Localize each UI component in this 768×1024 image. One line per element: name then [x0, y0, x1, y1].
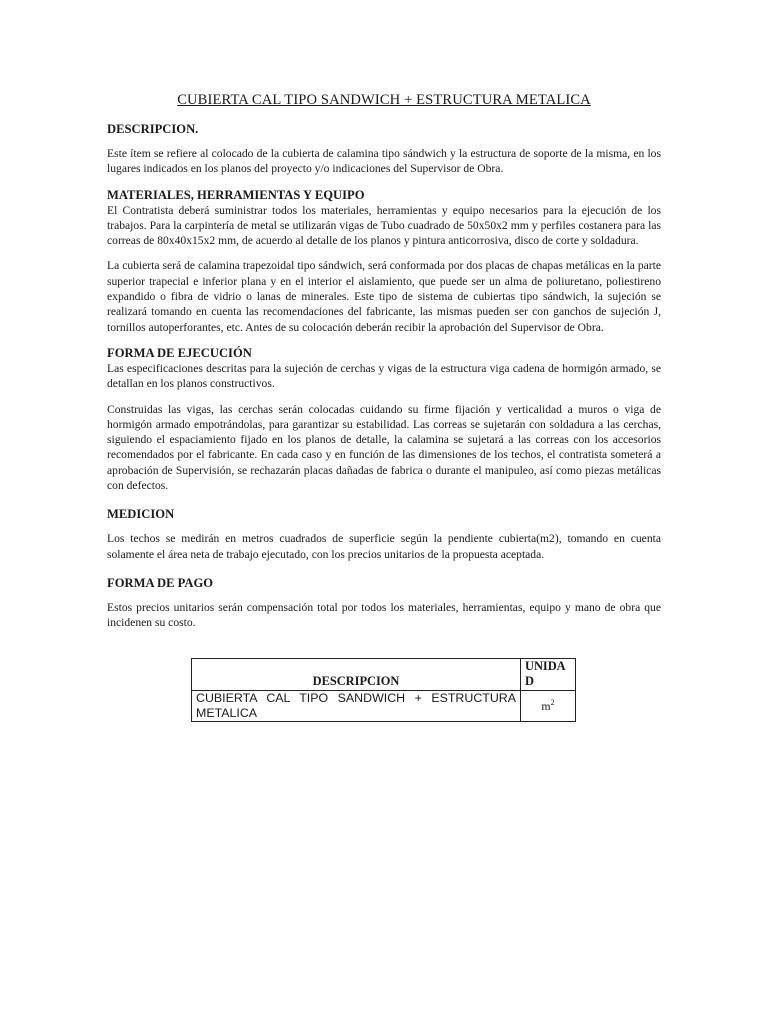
section-heading: MEDICION [107, 507, 175, 522]
unit-base: m [541, 698, 551, 713]
section-paragraph: La cubierta será de calamina trapezoidal tipo sándwich, será conformada por dos placas de chapas metálicas en la parte superior trapecial e inferior plana y en el interior el aislamiento, que puede ser un alma de poliuretano, poliestireno expandido o fibra de vidrio o lanas de minerales. Este tipo de sistema de cubiertas tipo sándwich, la sujeción se realizará tomando en cuenta las recomendaciones del fabricante, las mismas pueden ser con ganchos de sujeción J, tornillos autoperforantes, etc. Antes de su colocación deberán recibir la aprobación del Supervisor de Obra. [107, 259, 661, 334]
table-header-unit: UNIDAD [521, 659, 576, 691]
section-paragraph: El Contratista deberá suministrar todos los materiales, herramientas y equipo necesarios para la ejecución de los trabajos. Para la carpintería de metal se utilizarán vigas de Tubo cuadrado de 50x50x2 mm y perfiles costanera para las correas de 80x40x15x2 mm, de acuerdo al detalle de los planos y pintura anticorrosiva, disco de corte y soldadura. [107, 203, 661, 248]
table-header-row [192, 659, 576, 691]
section-materiales [107, 187, 661, 335]
section-paragraph: Las especificaciones descritas para la sujeción de cerchas y vigas de la estructura viga cadena de hormigón armado, se detallan en los planos constructivos. [107, 361, 661, 391]
section-heading: FORMA DE PAGO [107, 575, 214, 590]
section-forma-de-ejecucion [107, 345, 661, 493]
section-paragraph: Construidas las vigas, las cerchas serán colocadas cuidando su firme fijación y verticalidad a muros o viga de hormigón armado empotrándolas, para garantizar su estabilidad. Las correas se sujetarán con soldadura a las cerchas, siguiendo el espaciamiento fijado en los planos de detalle, la calamina se sujetará a las correas con los accesorios recomendados por el fabricante. En cada caso y en función de las dimensiones de los techos, el contratista someterá a aprobación de Supervisión, se rechazarán placas dañadas de fabrica o durante el manipuleo, así como piezas metálicas con defectos. [107, 402, 661, 493]
table-header-description: DESCRIPCION [192, 659, 521, 691]
table-cell-unit [521, 691, 576, 722]
section-heading: DESCRIPCION. [107, 122, 199, 136]
section-medicion [107, 506, 661, 562]
table-cell-description: CUBIERTA CAL TIPO SANDWICH + ESTRUCTURA METALICA [192, 691, 521, 722]
section-paragraph: Los techos se medirán en metros cuadrados de superficie según la pendiente cubierta(m2), tomando en cuenta solamente el área neta de trabajo ejecutado, con los precios unitarios de la propuesta aceptada. [107, 532, 661, 561]
table-row [192, 691, 576, 722]
section-heading: FORMA DE EJECUCIÓN [107, 345, 252, 360]
document-title: CUBIERTA CAL TIPO SANDWICH + ESTRUCTURA METALICA [177, 92, 591, 108]
section-paragraph: Este ítem se refiere al colocado de la cubierta de calamina tipo sándwich y la estructura de soporte de la misma, en los lugares indicados en los planos del proyecto y/o indicaciones del Supervisor de Obra. [107, 147, 661, 176]
unit-exponent: 2 [550, 698, 555, 708]
section-paragraph: Estos precios unitarios serán compensación total por todos los materiales, herramientas, equipo y mano de obra que incidenen su costo. [107, 600, 661, 630]
section-descripcion [107, 121, 661, 177]
section-heading: MATERIALES, HERRAMIENTAS Y EQUIPO [107, 187, 365, 202]
section-forma-de-pago [107, 575, 661, 631]
pricing-table [191, 658, 576, 722]
document-body [107, 92, 661, 631]
